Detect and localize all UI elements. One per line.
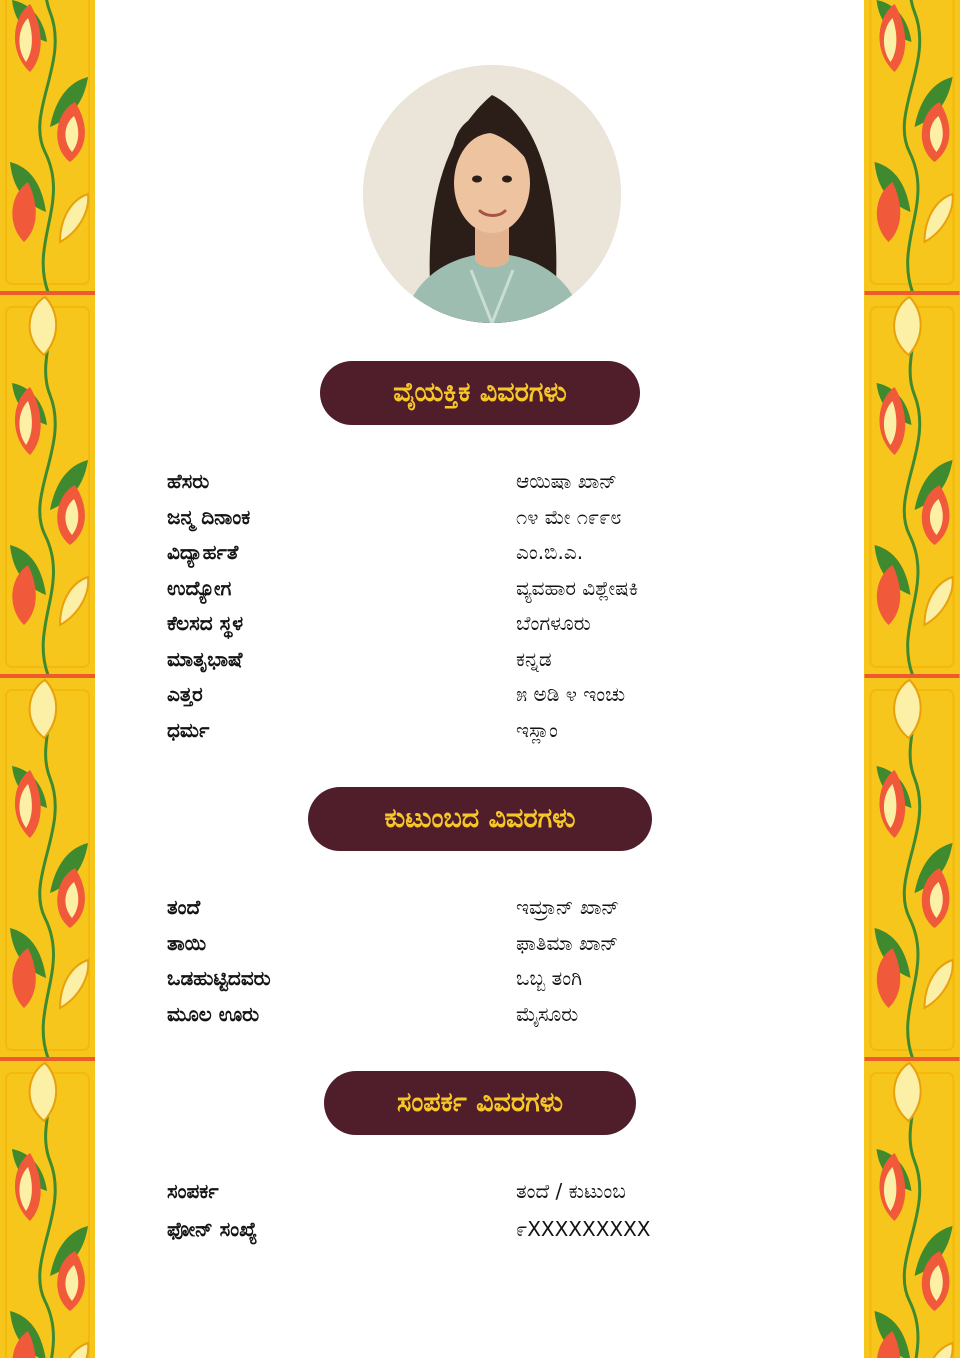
detail-value: ಬೆಂಗಳೂರು [516,611,591,635]
contact-details-heading: ಸಂಪರ್ಕ ವಿವರಗಳು [324,1071,636,1135]
personal-details-heading: ವೈಯಕ್ತಿಕ ವಿವರಗಳು [320,361,640,425]
detail-row-contact [167,1175,727,1213]
detail-row-native-place [167,998,727,1034]
detail-value: ಇಮ್ರಾನ್ ಖಾನ್ [516,895,620,919]
detail-value: ವ್ಯವಹಾರ ವಿಶ್ಲೇಷಕಿ [516,575,639,600]
detail-row-phone [167,1213,727,1251]
profile-photo [363,65,621,323]
detail-row-religion [167,714,727,750]
personal-details-list [167,465,727,749]
detail-value: ಮೈಸೂರು [516,1001,579,1026]
phone-number[interactable]: ೯XXXXXXXXX [516,1217,651,1241]
detail-label: ತಂದೆ [167,895,201,919]
detail-row-education [167,536,727,572]
detail-label: ತಾಯಿ [167,930,207,955]
detail-row-mother [167,927,727,963]
right-floral-border [864,0,960,1358]
detail-label: ವಿದ್ಯಾರ್ಹತೆ [167,540,239,564]
detail-value: ೫ ಅಡಿ ೪ ಇಂಚು [516,682,626,706]
detail-value: ಎಂ.ಬಿ.ಎ. [516,540,584,564]
detail-row-dob [167,501,727,537]
detail-label: ಧರ್ಮ [167,717,210,742]
floral-pattern-right [864,0,960,1358]
detail-label: ಉದ್ಯೋಗ [167,575,232,600]
detail-row-father [167,891,727,927]
family-details-list [167,891,727,1033]
contact-details-list [167,1175,727,1251]
detail-value: ತಂದೆ / ಕುಟುಂಬ [516,1179,626,1203]
detail-label: ಹೆಸರು [167,469,210,493]
floral-pattern-left [0,0,95,1358]
family-details-heading: ಕುಟುಂಬದ ವಿವರಗಳು [308,787,652,851]
detail-label: ಜನ್ಮ ದಿನಾಂಕ [167,504,251,529]
detail-row-work-location [167,607,727,643]
detail-label: ಕೆಲಸದ ಸ್ಥಳ [167,611,244,635]
detail-label: ಒಡಹುಟ್ಟಿದವರು [167,966,271,990]
woman-portrait [363,65,621,323]
detail-label: ಮೂಲ ಊರು [167,1001,260,1026]
detail-value: ಫಾತಿಮಾ ಖಾನ್ [516,930,619,955]
detail-value: ಆಯಿಷಾ ಖಾನ್ [516,469,617,493]
detail-label: ಫೋನ್ ಸಂಖ್ಯೆ [167,1217,258,1241]
detail-label: ಎತ್ತರ [167,682,203,706]
detail-value: ೧೪ ಮೇ ೧೯೯೮ [516,504,622,529]
detail-value: ಕನ್ನಡ [516,646,552,671]
detail-row-height [167,678,727,714]
detail-value: ಒಬ್ಬ ತಂಗಿ [516,966,583,990]
left-floral-border [0,0,95,1358]
detail-label: ಮಾತೃಭಾಷೆ [167,646,243,671]
detail-row-siblings [167,962,727,998]
detail-row-occupation [167,572,727,608]
detail-label: ಸಂಪರ್ಕ [167,1179,219,1203]
detail-value: ಇಸ್ಲಾಂ [516,717,558,742]
detail-row-mother-tongue [167,643,727,679]
detail-row-name [167,465,727,501]
